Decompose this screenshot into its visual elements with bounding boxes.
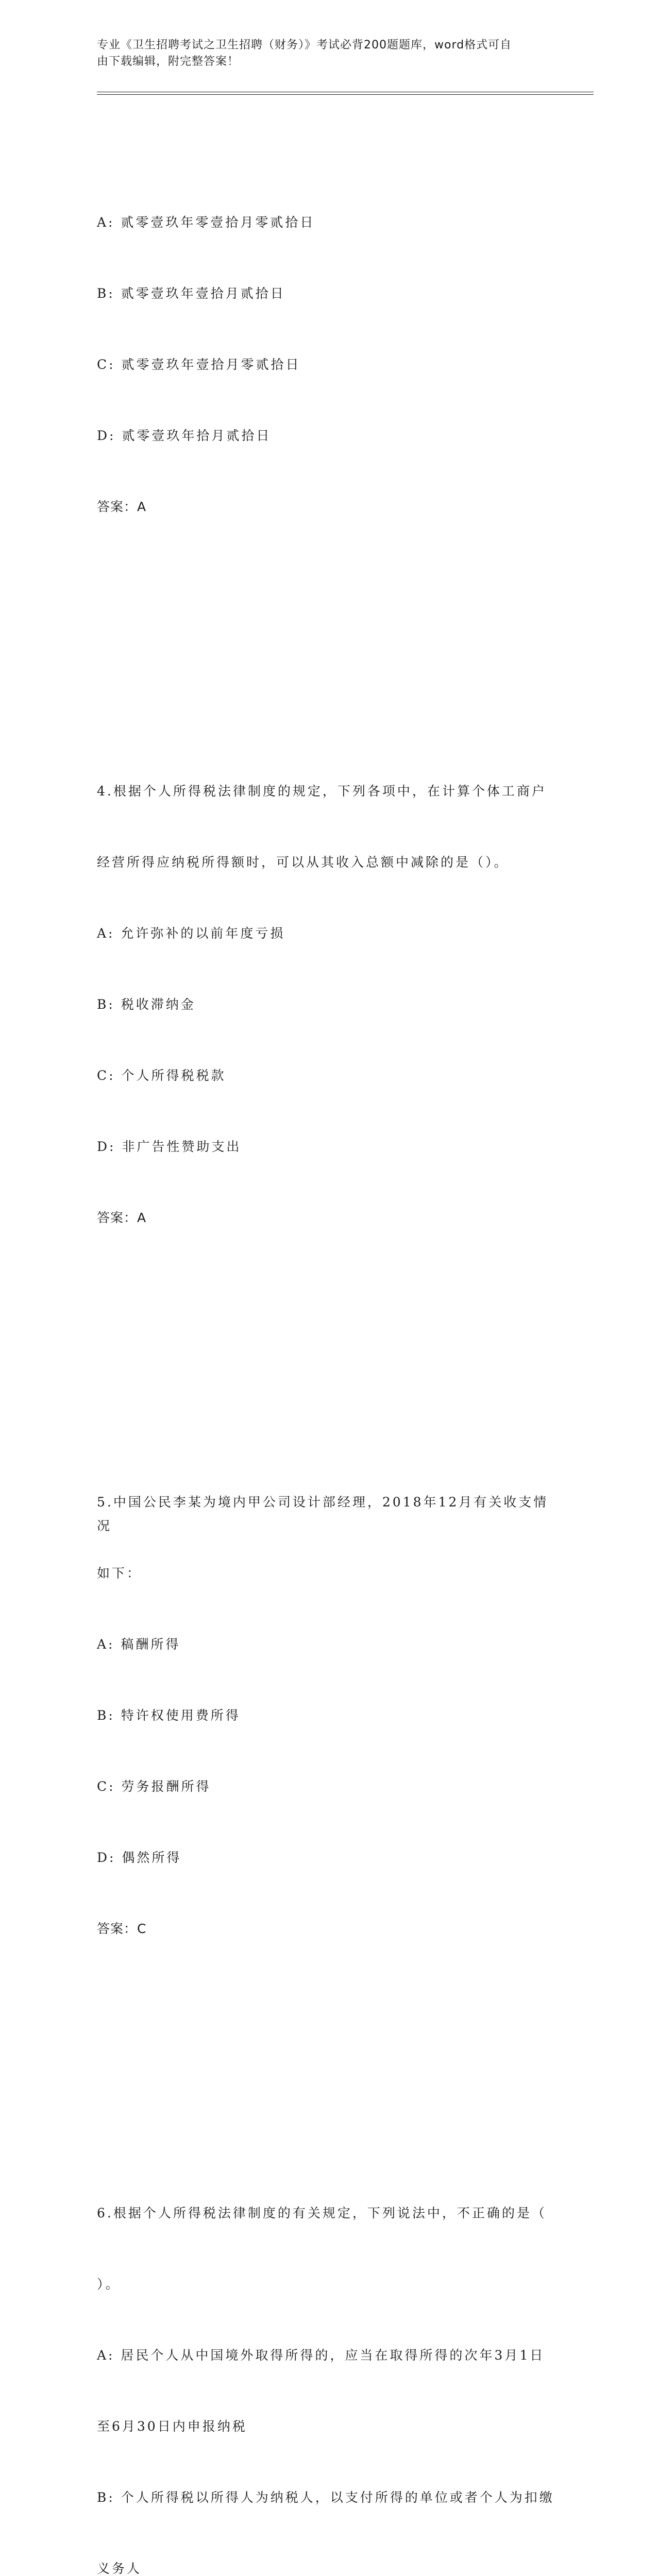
header-line-2: 由下载编辑，附完整答案！ xyxy=(97,55,240,68)
q5-option-c: C: 劳务报酬所得 xyxy=(97,1779,211,1794)
question-4 xyxy=(97,732,561,1277)
question-3 xyxy=(97,163,561,566)
q5-stem-line-1: 5.中国公民李某为境内甲公司设计部经理，2018年12月有关收支情况 xyxy=(97,1495,549,1533)
question-list xyxy=(97,92,561,2576)
q5-option-a: A: 稿酬所得 xyxy=(97,1637,181,1652)
q4-stem-line-1: 4.根据个人所得税法律制度的规定，下列各项中，在计算个体工商户 xyxy=(97,784,547,799)
q4-option-a: A: 允许弥补的以前年度亏损 xyxy=(97,926,285,941)
spacer xyxy=(97,2059,561,2083)
q4-stem-line-2: 经营所得应纳税所得额时，可以从其收入总额中减除的是（）。 xyxy=(97,855,509,870)
q3-option-c: C: 贰零壹玖年壹拾月零贰拾日 xyxy=(97,357,301,372)
spacer xyxy=(97,1348,561,1372)
q6-option-a-line-2: 至6月30日内申报纳税 xyxy=(97,2419,247,2434)
q4-answer: 答案：A xyxy=(97,1210,147,1225)
q5-option-d: D: 偶然所得 xyxy=(97,1850,182,1865)
document-header xyxy=(97,37,550,70)
q5-answer: 答案：C xyxy=(97,1921,147,1936)
q5-stem-line-2: 如下： xyxy=(97,1566,142,1581)
q4-option-d: D: 非广告性赞助支出 xyxy=(97,1139,242,1154)
q6-stem-line-2: ）。 xyxy=(97,2277,121,2292)
q6-option-b-line-1: B: 个人所得税以所得人为纳税人，以支付所得的单位或者个人为扣缴 xyxy=(97,2490,554,2505)
q5-option-b: B: 特许权使用费所得 xyxy=(97,1708,241,1723)
q3-option-b: B: 贰零壹玖年壹拾月贰拾日 xyxy=(97,286,285,301)
q4-option-b: B: 税收滞纳金 xyxy=(97,997,196,1012)
q6-option-b-line-2: 义务人 xyxy=(97,2561,142,2576)
header-line-1: 专业《卫生招聘考试之卫生招聘（财务）》考试必背200题题库，word格式可自 xyxy=(97,39,512,52)
spacer xyxy=(97,637,561,661)
q3-answer: 答案：A xyxy=(97,499,147,514)
q6-option-a-line-1: A: 居民个人从中国境外取得所得的，应当在取得所得的次年3月1日 xyxy=(97,2348,545,2363)
q4-option-c: C: 个人所得税税款 xyxy=(97,1068,226,1083)
q3-option-d: D: 贰零壹玖年拾月贰拾日 xyxy=(97,428,272,443)
question-6 xyxy=(97,2154,561,2576)
question-5 xyxy=(97,1443,561,1988)
q3-option-a: A: 贰零壹玖年零壹拾月零贰拾日 xyxy=(97,215,315,230)
q6-stem-line-1: 6.根据个人所得税法律制度的有关规定，下列说法中，不正确的是（ xyxy=(97,2206,547,2221)
